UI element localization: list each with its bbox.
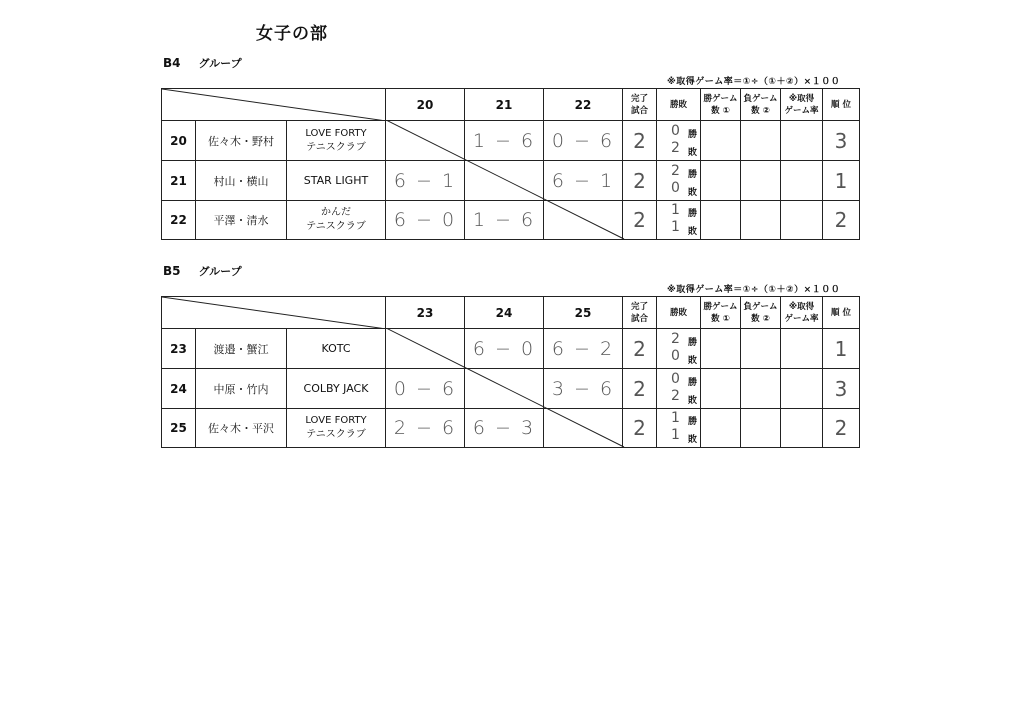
col-header: 21 — [465, 89, 544, 121]
lost-games-cell — [741, 121, 781, 161]
rank-cell: 1 — [823, 329, 860, 369]
header-corner — [162, 89, 386, 121]
score-cell: 6 − 2 — [544, 329, 623, 369]
score-cell: 2 − 6 — [386, 409, 465, 448]
b5-diagonal-line — [386, 328, 626, 448]
col-header: 24 — [465, 297, 544, 329]
won-games-cell — [701, 201, 741, 240]
score-cell: 0 − 6 — [544, 121, 623, 161]
win-loss-cell: 2 勝 0 敗 — [657, 161, 701, 201]
won-games-cell — [701, 329, 741, 369]
complete-header: 完了 試合 — [623, 297, 657, 329]
complete-header: 完了 試合 — [623, 89, 657, 121]
header-corner — [162, 297, 386, 329]
player-names: 佐々木・平沢 — [196, 409, 287, 448]
won-games-cell — [701, 409, 741, 448]
b4-diagonal-line — [386, 120, 626, 240]
won-games-cell — [701, 369, 741, 409]
score-cell: 6 − 0 — [386, 201, 465, 240]
lost-games-cell — [741, 369, 781, 409]
player-names: 村山・横山 — [196, 161, 287, 201]
score-cell: 6 − 1 — [544, 161, 623, 201]
row-number: 21 — [162, 161, 196, 201]
group-word: グループ — [198, 57, 242, 70]
won-games-cell — [701, 161, 741, 201]
win-loss-cell: 0 勝 2 敗 — [657, 369, 701, 409]
group-code: B5 — [163, 264, 181, 278]
rate-header: ※取得 ゲーム率 — [781, 89, 823, 121]
club-name: COLBY JACK — [287, 369, 386, 409]
club-name: KOTC — [287, 329, 386, 369]
rate-cell — [781, 161, 823, 201]
club-name: STAR LIGHT — [287, 161, 386, 201]
col-header: 23 — [386, 297, 465, 329]
rate-cell — [781, 329, 823, 369]
col-header: 25 — [544, 297, 623, 329]
lost-games-cell — [741, 161, 781, 201]
rate-cell — [781, 369, 823, 409]
score-cell: 6 − 1 — [386, 161, 465, 201]
group-label-b5 — [163, 263, 242, 279]
won-games-cell — [701, 121, 741, 161]
complete-count: 2 — [623, 369, 657, 409]
club-name: LOVE FORTY テニスクラブ — [287, 409, 386, 448]
rate-cell — [781, 121, 823, 161]
row-number: 20 — [162, 121, 196, 161]
rank-header: 順 位 — [823, 297, 860, 329]
win-loss-cell: 2 勝 0 敗 — [657, 329, 701, 369]
score-cell: 6 − 3 — [465, 409, 544, 448]
player-names: 平澤・清水 — [196, 201, 287, 240]
row-number: 25 — [162, 409, 196, 448]
rank-header: 順 位 — [823, 89, 860, 121]
lost-games-cell — [741, 409, 781, 448]
row-number: 23 — [162, 329, 196, 369]
lost-games-cell — [741, 329, 781, 369]
score-cell: 3 − 6 — [544, 369, 623, 409]
formula-note: ※取得ゲーム率＝①÷（①＋②）×１００ — [667, 285, 841, 295]
complete-count: 2 — [623, 121, 657, 161]
score-cell: 1 − 6 — [465, 121, 544, 161]
col-header: 20 — [386, 89, 465, 121]
col-header: 22 — [544, 89, 623, 121]
wins-losses-header: 勝敗 — [657, 297, 701, 329]
rate-cell — [781, 409, 823, 448]
win-loss-cell: 0 勝 2 敗 — [657, 121, 701, 161]
group-label-b4 — [163, 55, 242, 71]
player-names: 中原・竹内 — [196, 369, 287, 409]
rank-cell: 2 — [823, 409, 860, 448]
rate-header: ※取得 ゲーム率 — [781, 297, 823, 329]
row-number: 24 — [162, 369, 196, 409]
complete-count: 2 — [623, 161, 657, 201]
complete-count: 2 — [623, 329, 657, 369]
rank-cell: 3 — [823, 121, 860, 161]
win-loss-cell: 1 勝 1 敗 — [657, 201, 701, 240]
player-names: 渡邉・蟹江 — [196, 329, 287, 369]
score-cell: 0 − 6 — [386, 369, 465, 409]
score-cell: 1 − 6 — [465, 201, 544, 240]
group-word: グループ — [198, 265, 242, 278]
rank-cell: 3 — [823, 369, 860, 409]
club-name: かんだ テニスクラブ — [287, 201, 386, 240]
win-loss-cell: 1 勝 1 敗 — [657, 409, 701, 448]
complete-count: 2 — [623, 201, 657, 240]
wins-losses-header: 勝敗 — [657, 89, 701, 121]
page-title: 女子の部 — [256, 24, 328, 44]
complete-count: 2 — [623, 409, 657, 448]
row-number: 22 — [162, 201, 196, 240]
group-code: B4 — [163, 56, 181, 70]
won-games-header: 勝ゲーム 数 ① — [701, 297, 741, 329]
score-cell: 6 − 0 — [465, 329, 544, 369]
won-games-header: 勝ゲーム 数 ① — [701, 89, 741, 121]
lost-games-header: 負ゲーム 数 ② — [741, 89, 781, 121]
rank-cell: 1 — [823, 161, 860, 201]
rank-cell: 2 — [823, 201, 860, 240]
rate-cell — [781, 201, 823, 240]
lost-games-cell — [741, 201, 781, 240]
player-names: 佐々木・野村 — [196, 121, 287, 161]
club-name: LOVE FORTY テニスクラブ — [287, 121, 386, 161]
lost-games-header: 負ゲーム 数 ② — [741, 297, 781, 329]
formula-note: ※取得ゲーム率＝①÷（①＋②）×１００ — [667, 77, 841, 87]
